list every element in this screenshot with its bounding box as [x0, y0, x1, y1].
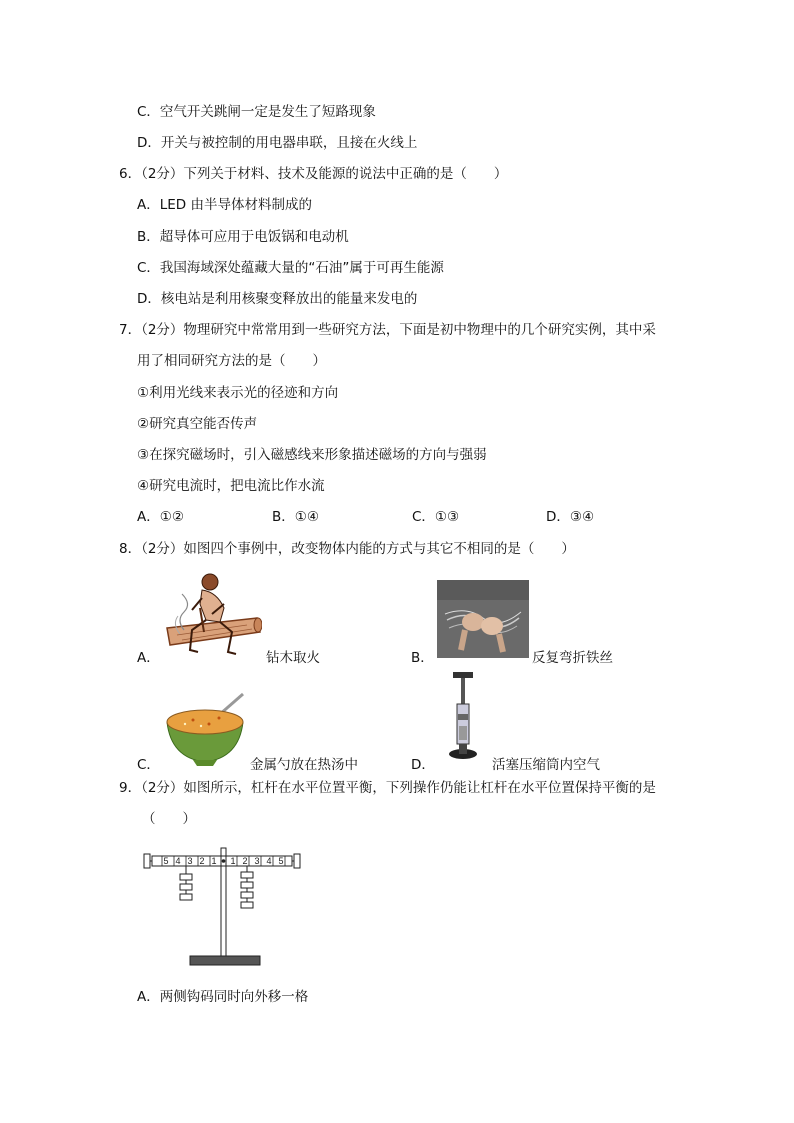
lever-right-tick-label: 5	[278, 856, 284, 866]
lever-left-tick-label: 3	[187, 856, 193, 866]
q7-option-b: B．①④	[272, 509, 319, 525]
lever-left-tick-label: 2	[199, 856, 205, 866]
q8-stem: 8．（2分）如图四个事例中，改变物体内能的方式与其它不相同的是（ ）	[119, 541, 575, 557]
q9-stem-line1: 9．（2分）如图所示，杠杆在水平位置平衡，下列操作仍能让杠杆在水平位置保持平衡的是	[119, 780, 656, 796]
q6-option-b: B．超导体可应用于电饭锅和电动机	[137, 229, 349, 245]
q8-option-a-letter: A．	[137, 650, 160, 666]
q7-item-3: ③在探究磁场时，引入磁感线来形象描述磁场的方向与强弱	[137, 447, 487, 463]
lever-left-tick-label: 1	[211, 856, 217, 866]
q6-stem: 6．（2分）下列关于材料、技术及能源的说法中正确的是（ ）	[119, 166, 508, 182]
q8-option-d-letter: D．	[411, 757, 435, 773]
lever-right-tick-label: 4	[266, 856, 272, 866]
q5-option-d: D．开关与被控制的用电器串联，且接在火线上	[137, 135, 418, 151]
q8-option-d-caption: 活塞压缩筒内空气	[492, 757, 600, 773]
q8-option-c-caption: 金属勺放在热汤中	[250, 757, 358, 773]
q6-option-d: D．核电站是利用核聚变释放出的能量来发电的	[137, 291, 418, 307]
q9-option-a: A．两侧钩码同时向外移一格	[137, 989, 309, 1005]
lever-right-tick-label: 1	[230, 856, 236, 866]
piston-compression-image	[445, 670, 481, 766]
lever-right-tick-label: 2	[242, 856, 248, 866]
q7-option-d: D．③④	[546, 509, 595, 525]
q9-stem-line2: （ ）	[142, 811, 196, 827]
lever-left-tick-label: 5	[163, 856, 169, 866]
q6-option-c: C．我国海域深处蕴藏大量的“石油”属于可再生能源	[137, 260, 444, 276]
q7-stem-line1: 7．（2分）物理研究中常常用到一些研究方法，下面是初中物理中的几个研究实例，其中采	[119, 322, 656, 338]
q7-option-a: A．①②	[137, 509, 184, 525]
q8-option-a-caption: 钻木取火	[266, 650, 320, 666]
q7-item-1: ①利用光线来表示光的径迹和方向	[137, 385, 339, 401]
drilling-wood-fire-image	[162, 570, 262, 658]
q8-option-b-caption: 反复弯折铁丝	[532, 650, 613, 666]
q7-stem-line2: 用了相同研究方法的是（ ）	[137, 353, 326, 369]
bending-wire-image	[437, 580, 529, 658]
lever-diagram	[140, 844, 308, 972]
q6-option-a: A．LED 由半导体材料制成的	[137, 197, 312, 213]
q8-option-c-letter: C．	[137, 757, 160, 773]
q7-option-c: C．①③	[412, 509, 460, 525]
lever-right-tick-label: 3	[254, 856, 260, 866]
q7-item-2: ②研究真空能否传声	[137, 416, 258, 432]
q7-item-4: ④研究电流时，把电流比作水流	[137, 478, 325, 494]
q8-option-b-letter: B．	[411, 650, 434, 666]
lever-left-tick-label: 4	[175, 856, 181, 866]
spoon-in-soup-image	[163, 690, 248, 766]
q5-option-c: C．空气开关跳闸一定是发生了短路现象	[137, 104, 376, 120]
